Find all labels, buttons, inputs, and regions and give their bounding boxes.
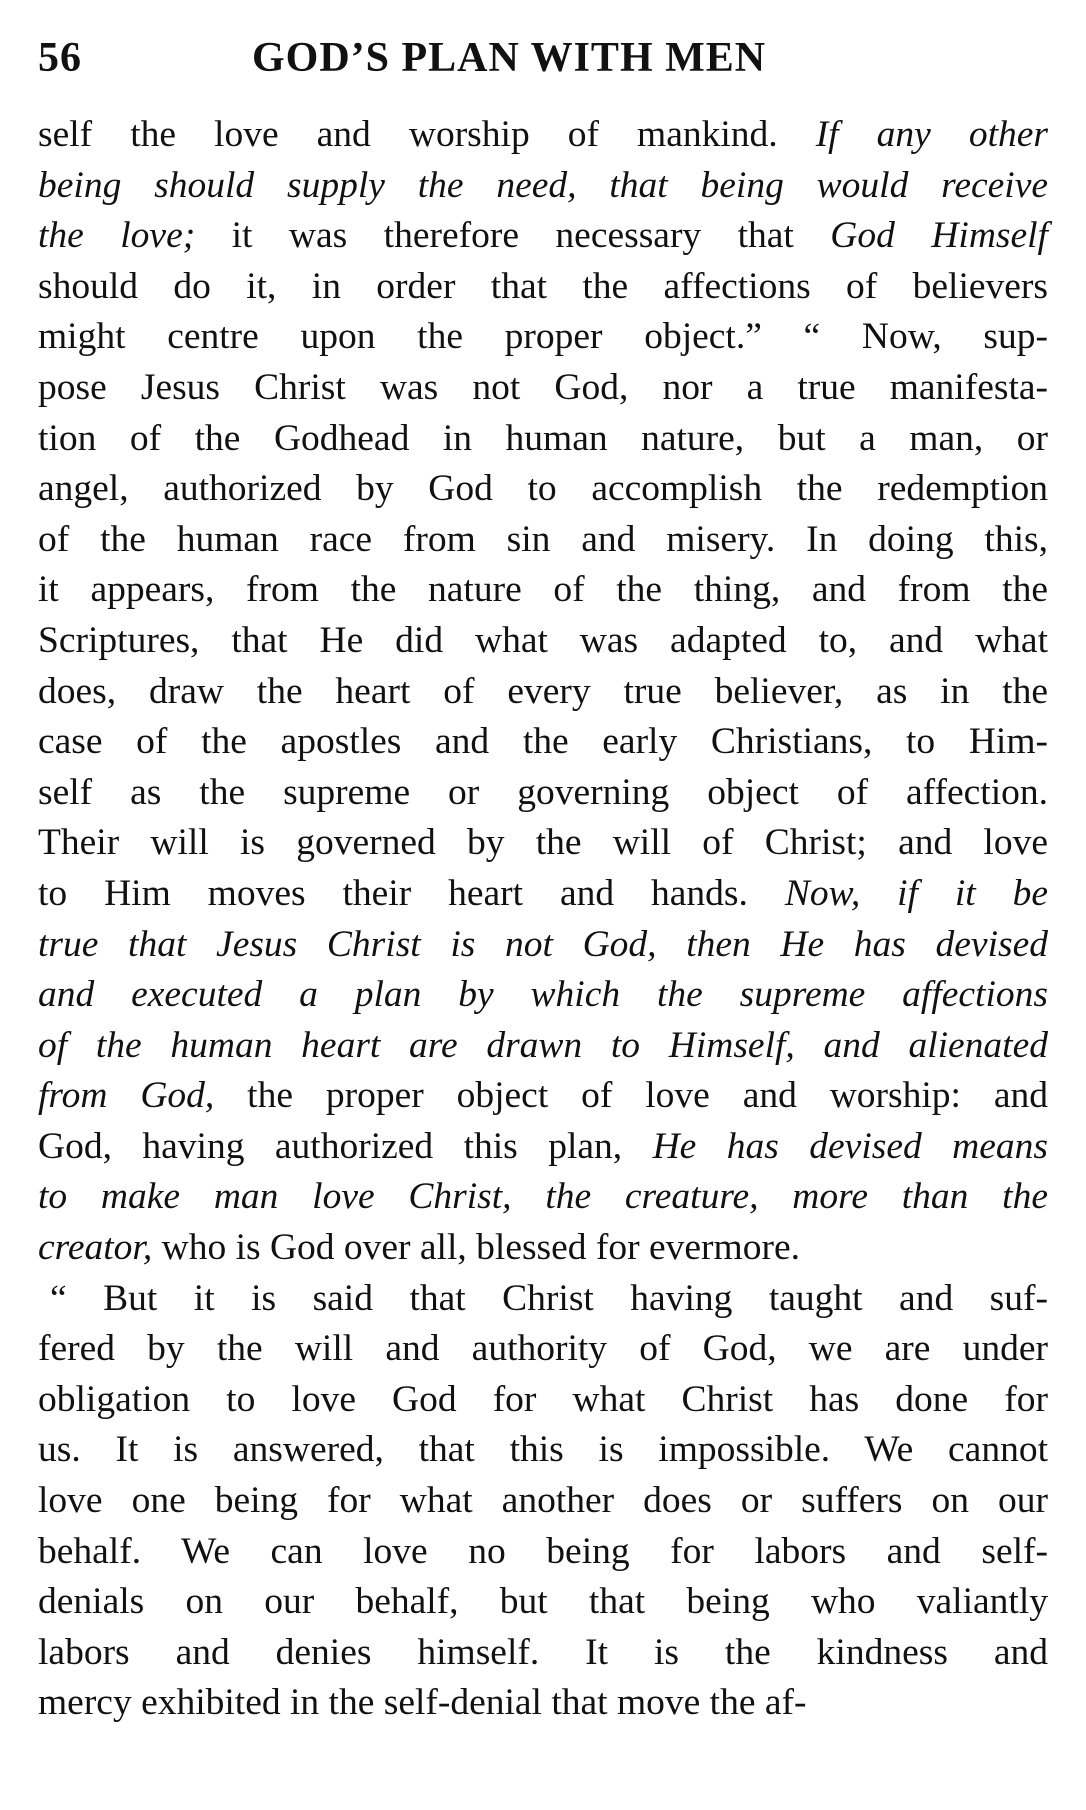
text-line [38,1324,1048,1375]
page-number: 56 [38,35,82,81]
roman-text: Their will is governed by the will of Christ; and love [38,822,1048,864]
roman-text: fered by the will and authority of God, we are under [38,1328,1048,1370]
roman-text: self the love and worship of mankind. [38,114,816,155]
text-line [38,818,1048,869]
roman-text: mercy exhibited in the self-denial that move the af- [38,1682,807,1724]
roman-text: tion of the Godhead in human nature, but a man, or [38,417,1048,459]
text-line [38,1274,1048,1325]
italic-text: the love; [38,215,196,257]
text-line [38,414,1048,465]
roman-text: “ But it is said that Christ having taught and suf- [50,1277,1048,1319]
roman-text: denials on our behalf, but that being who valiantly [38,1581,1048,1623]
italic-text: true that Jesus Christ is not God, then He has devised [38,923,1048,965]
text-line [38,110,1048,161]
body-text [38,110,1048,1729]
italic-text: God Himself [830,215,1048,257]
text-line [38,515,1048,566]
text-line [38,1172,1048,1223]
text-line [38,1223,1048,1274]
text-line [38,869,1048,920]
text-line [38,616,1048,667]
italic-text: He has devised means [652,1125,1048,1167]
roman-text: God, having authorized this plan, [38,1125,653,1167]
text-line [38,717,1048,768]
text-line [38,1425,1048,1476]
text-line [38,1071,1048,1122]
roman-text: case of the apostles and the early Christians, to Him- [38,721,1048,763]
roman-text: of the human race from sin and misery. In doing this, [38,518,1048,560]
roman-text: angel, authorized by God to accomplish the redemption [38,468,1048,510]
roman-text: labors and denies himself. It is the kindness and [38,1631,1048,1673]
italic-text: creator, [38,1227,153,1269]
roman-text: it was therefore necessary that [195,215,831,257]
text-line [38,211,1048,262]
roman-text: might centre upon the proper object.” “ Now, sup- [38,316,1048,358]
roman-text: who is God over all, blessed for evermore. [152,1227,800,1269]
italic-text: being should supply the need, that being would receive [38,164,1048,206]
text-line [38,161,1048,212]
roman-text: self as the supreme or governing object of affection. [38,771,1048,813]
roman-text: pose Jesus Christ was not God, nor a true manifesta- [38,366,1048,408]
italic-text: Now, if it be [784,872,1049,914]
roman-text: does, draw the heart of every true believer, as in the [38,670,1048,712]
text-line [38,1628,1048,1679]
roman-text: us. It is answered, that this is impossible. We cannot [38,1429,1048,1471]
roman-text: to Him moves their heart and hands. [38,872,785,914]
text-line [38,970,1048,1021]
roman-text: the proper object of love and worship: and [214,1075,1048,1117]
text-line [38,1021,1048,1072]
italic-text: If any other [815,114,1048,155]
italic-text: to make man love Christ, the creature, more than the [38,1176,1048,1218]
italic-text: of the human heart are drawn to Himself, and alienated [38,1024,1048,1066]
text-line [38,1577,1048,1628]
running-title: GOD’S PLAN WITH MEN [252,35,767,81]
text-line [38,565,1048,616]
roman-text: love one being for what another does or suffers on our [38,1480,1048,1522]
roman-text: Scriptures, that He did what was adapted to, and what [38,619,1048,661]
text-line [38,920,1048,971]
text-line [38,464,1048,515]
italic-text: and executed a plan by which the supreme affections [38,974,1048,1016]
italic-text: from God, [38,1075,215,1117]
roman-text: it appears, from the nature of the thing, and from the [38,569,1048,611]
text-line [38,312,1048,363]
text-line [38,363,1048,414]
roman-text: obligation to love God for what Christ has done for [38,1378,1048,1420]
roman-text: behalf. We can love no being for labors and self- [38,1530,1048,1572]
text-line [38,1678,1048,1729]
text-line [38,667,1048,718]
text-line [38,1476,1048,1527]
text-line [38,262,1048,313]
running-head [38,34,1048,96]
text-line [38,768,1048,819]
text-line [38,1375,1048,1426]
roman-text: should do it, in order that the affections of believers [38,265,1048,307]
text-line [38,1527,1048,1578]
book-page [38,34,1048,1729]
text-line [38,1122,1048,1173]
